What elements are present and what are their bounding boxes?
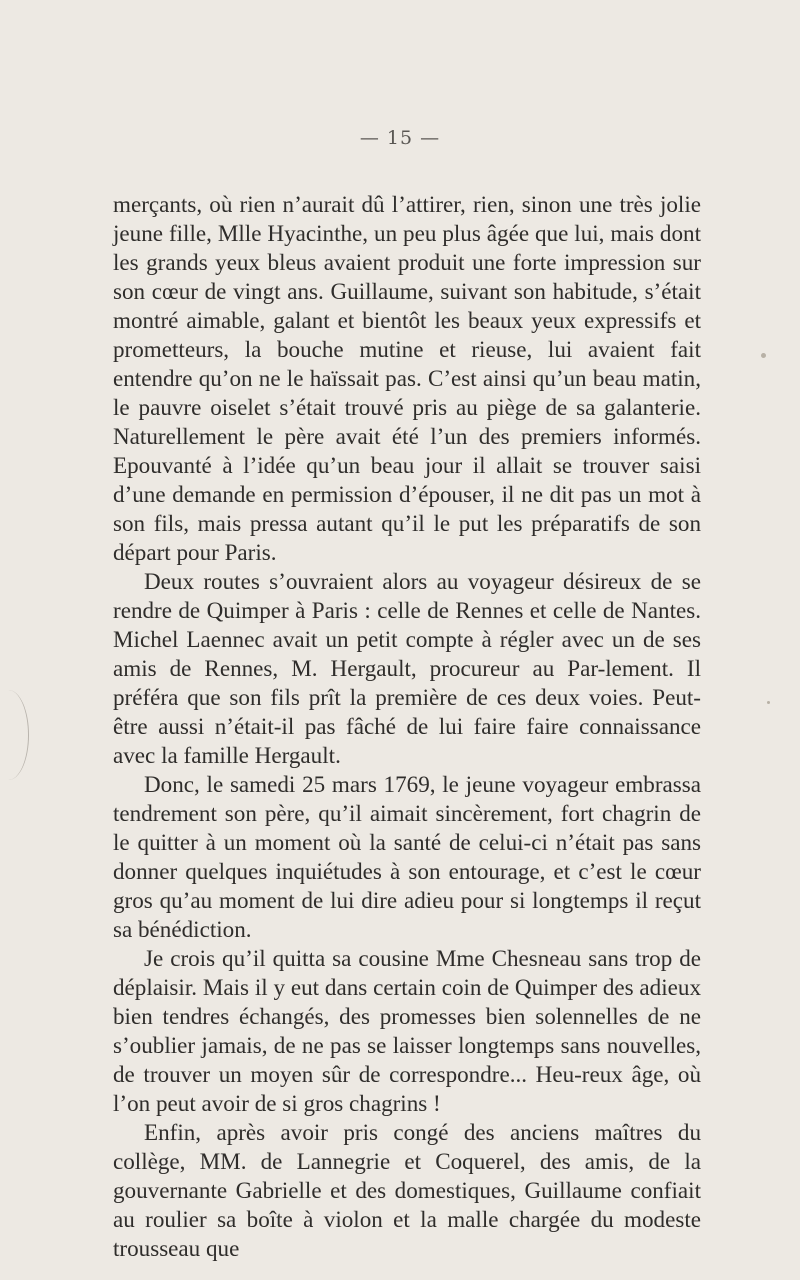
paragraph-2: Deux routes s’ouvraient alors au voyageur désireux de se rendre de Quimper à Paris : celle de Rennes et celle de Nantes. Michel Laennec avait un petit compte à régler avec un de ses amis de Rennes, M. Hergault, procureur au Par-lement. Il préféra que son fils prît la première de ces deux voies. Peut-être aussi n’était-il pas fâché de lui faire faire connaissance avec la famille Hergault. xyxy=(113,568,701,768)
page-number: — 15 — xyxy=(359,127,441,149)
paragraph-5: Enfin, après avoir pris congé des anciens maîtres du collège, MM. de Lannegrie et Coquerel, des amis, de la gouvernante Gabrielle et des domestiques, Guillaume confiait au roulier sa boîte à violon et la malle chargée du modeste trousseau que xyxy=(113,1119,701,1261)
paragraph-4: Je crois qu’il quitta sa cousine Mme Chesneau sans trop de déplaisir. Mais il y eut dans certain coin de Quimper des adieux bien tendres échangés, des promesses bien solennelles de ne s’oublier jamais, de ne pas se laisser longtemps sans nouvelles, de trouver un moyen sûr de correspondre... Heu-reux âge, où l’on peut avoir de si gros chagrins ! xyxy=(113,945,701,1116)
body-text xyxy=(113,190,701,1263)
paragraph-1: merçants, où rien n’aurait dû l’attirer, rien, sinon une très jolie jeune fille, Mlle Hyacinthe, un peu plus âgée que lui, mais dont les grands yeux bleus avaient produit une forte impression sur son cœur de vingt ans. Guillaume, suivant son habitude, s’était montré aimable, galant et bientôt les beaux yeux expressifs et prometteurs, la bouche mutine et rieuse, lui avaient fait entendre qu’on ne le haïssait pas. C’est ainsi qu’un beau matin, le pauvre oiselet s’était trouvé pris au piège de sa galanterie. Naturellement le père avait été l’un des premiers informés. Epouvanté à l’idée qu’un beau jour il allait se trouver saisi d’une demande en permission d’épouser, il ne dit pas un mot à son fils, mais pressa autant qu’il le put les préparatifs de son départ pour Paris. xyxy=(113,191,701,565)
paper-speck xyxy=(761,353,766,358)
page-edge-mark xyxy=(0,690,29,780)
paper-speck xyxy=(767,701,770,704)
paragraph-3: Donc, le samedi 25 mars 1769, le jeune voyageur embrassa tendrement son père, qu’il aimait sincèrement, fort chagrin de le quitter à un moment où la santé de celui-ci n’était pas sans donner quelques inquiétudes à son entourage, et c’est le cœur gros qu’au moment de lui dire adieu pour si longtemps il reçut sa bénédiction. xyxy=(113,771,701,942)
